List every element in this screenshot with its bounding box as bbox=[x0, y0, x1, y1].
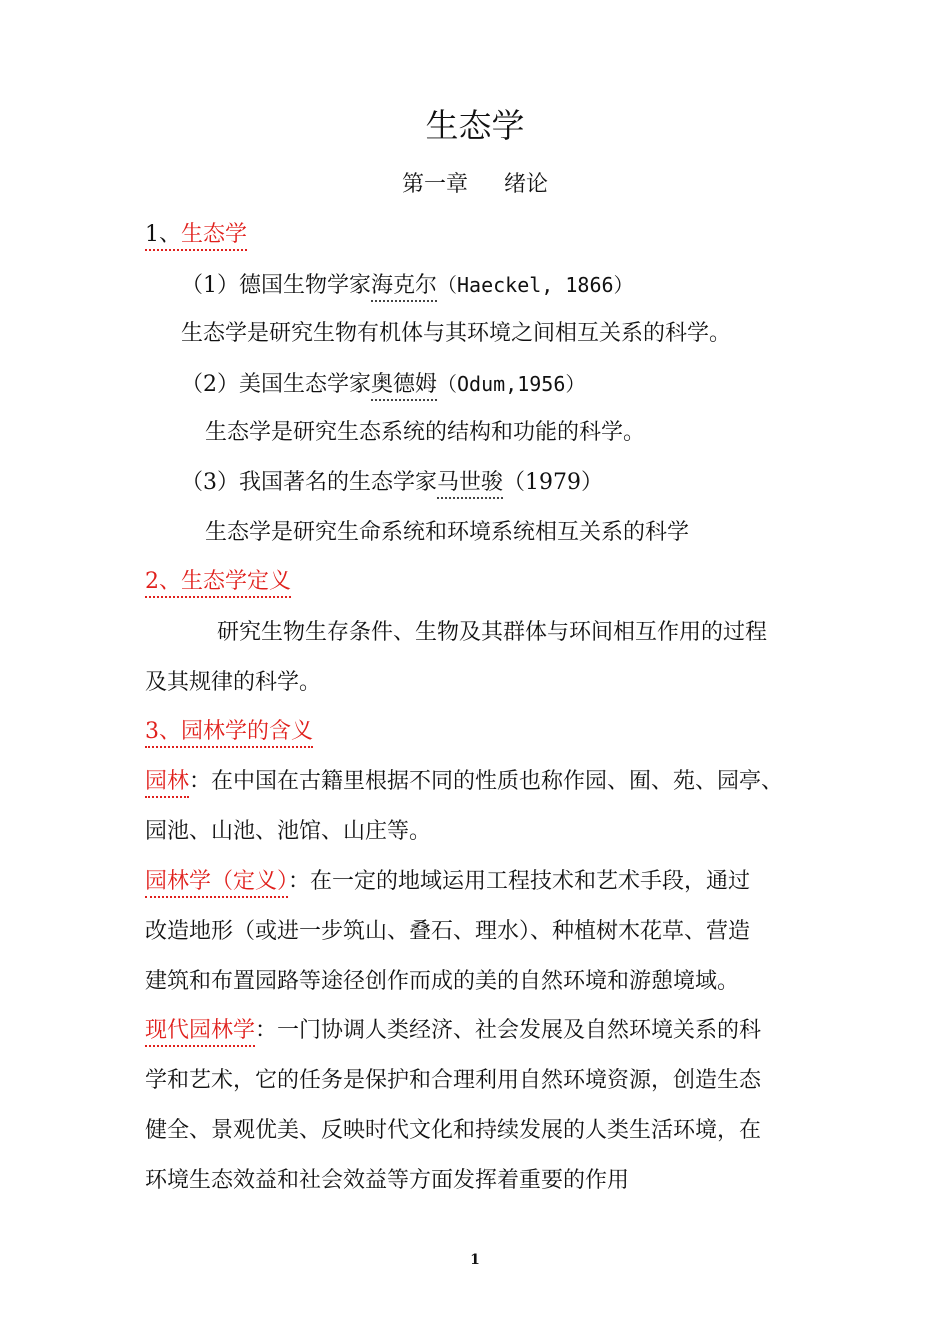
section-2-body-line-2: 及其规律的科学。 bbox=[145, 670, 322, 695]
definition-1-text: 生态学是研究生物有机体与其环境之间相互关系的科学。 bbox=[181, 321, 732, 346]
term-yuanlin-line-1: 园林：在中国在古籍里根据不同的性质也称作园、囿、苑、园亭、 bbox=[145, 767, 783, 797]
person-name-ma-shijun: 马世骏 bbox=[437, 470, 503, 499]
person-name-odum: 奥德姆 bbox=[371, 372, 437, 401]
term-modern-line-1: 现代园林学：一门协调人类经济、社会发展及自然环境关系的科 bbox=[145, 1016, 761, 1046]
term-yuanlin-line-2: 园池、山池、池馆、山庄等。 bbox=[145, 819, 432, 844]
definition-1-source: （1）德国生物学家海克尔（Haeckel, 1866） bbox=[181, 270, 634, 301]
term-yuanlinxue-line-3: 建筑和布置园路等途径创作而成的美的自然环境和游憩境域。 bbox=[145, 969, 740, 994]
section-1-heading bbox=[145, 220, 247, 250]
term-yuanlinxue: 园林学（定义） bbox=[145, 869, 288, 898]
term-modern-line-2: 学和艺术，它的任务是保护和合理利用自然环境资源，创造生态 bbox=[145, 1068, 762, 1093]
term-yuanlinxue-line-2: 改造地形（或进一步筑山、叠石、理水）、种植树木花草、营造 bbox=[145, 919, 751, 944]
term-yuanlin: 园林 bbox=[145, 769, 189, 798]
definition-3-source: （3）我国著名的生态学家马世骏（1979） bbox=[181, 468, 603, 498]
person-name-haeckel: 海克尔 bbox=[371, 273, 437, 302]
chapter-number: 第一章 bbox=[401, 172, 468, 197]
term-modern-yuanlinxue: 现代园林学 bbox=[145, 1018, 255, 1047]
term-yuanlinxue-line-1: 园林学（定义）：在一定的地域运用工程技术和艺术手段，通过 bbox=[145, 867, 750, 897]
chapter-name: 绪论 bbox=[504, 172, 549, 197]
section-1-title: 生态学 bbox=[181, 222, 248, 247]
page-number: 1 bbox=[470, 1252, 480, 1268]
section-1-number: 1、 bbox=[145, 222, 181, 247]
term-modern-line-4: 环境生态效益和社会效益等方面发挥着重要的作用 bbox=[145, 1168, 630, 1193]
definition-2-text: 生态学是研究生态系统的结构和功能的科学。 bbox=[205, 420, 646, 445]
section-2-body-line-1: 研究生物生存条件、生物及其群体与环间相互作用的过程 bbox=[217, 620, 768, 645]
term-modern-line-3: 健全、景观优美、反映时代文化和持续发展的人类生活环境，在 bbox=[145, 1118, 762, 1143]
definition-3-text: 生态学是研究生命系统和环境系统相互关系的科学 bbox=[205, 520, 690, 545]
definition-2-source: （2）美国生态学家奥德姆（Odum,1956） bbox=[181, 369, 585, 400]
section-3-heading: 3、园林学的含义 bbox=[145, 717, 313, 747]
chapter-heading bbox=[0, 169, 950, 201]
section-2-heading: 2、生态学定义 bbox=[145, 567, 291, 597]
document-title: 生态学 bbox=[425, 106, 525, 145]
